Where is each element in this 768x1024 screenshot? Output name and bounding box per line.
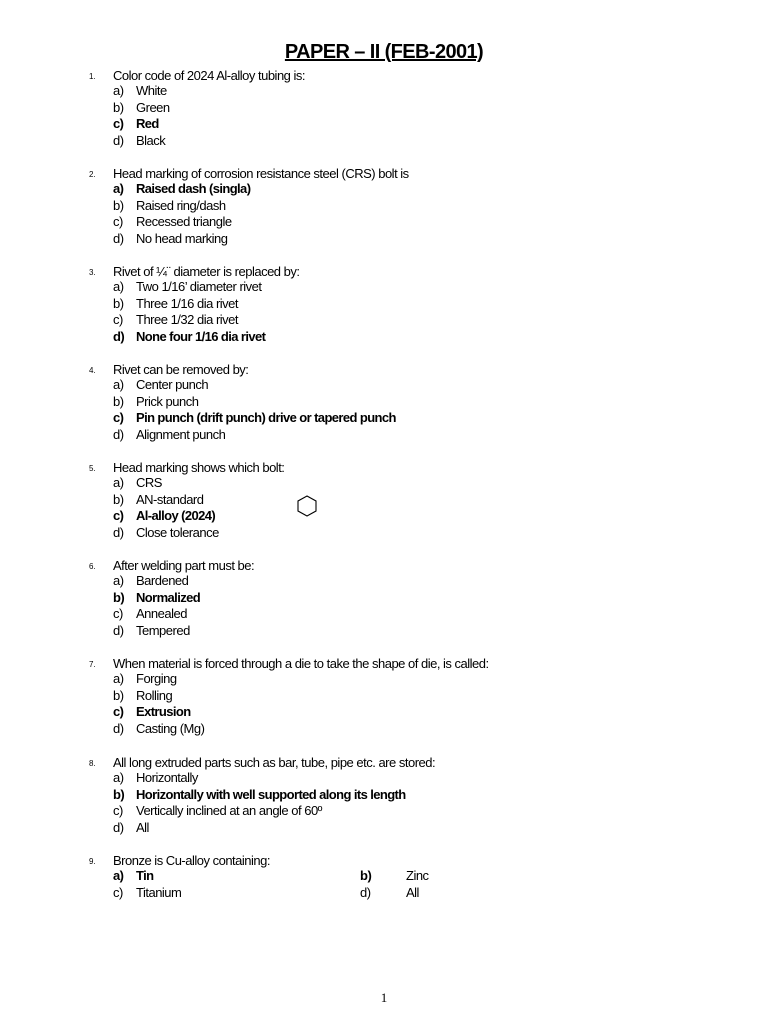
option-letter: a) — [113, 671, 124, 686]
option-letter: a) — [113, 868, 124, 883]
option-letter: a) — [113, 83, 124, 98]
option-text: Red — [136, 116, 159, 131]
question-number: 2. — [89, 170, 96, 179]
option-text: Three 1/16 dia rivet — [136, 295, 239, 311]
option-text: Horizontally with well supported along its length — [136, 786, 406, 802]
option-text: Recessed triangle — [136, 214, 232, 229]
option-letter: c) — [113, 116, 124, 131]
question-text: After welding part must be: — [113, 558, 255, 573]
question-text: Head marking of corrosion resistance steel (CRS) bolt is — [113, 166, 409, 181]
option-letter: c) — [113, 803, 123, 818]
option-text: No head marking — [136, 230, 228, 246]
option-text: Rolling — [136, 687, 173, 703]
option-text: Three 1/32 dia rivet — [136, 312, 239, 327]
option-text: CRS — [136, 475, 162, 490]
question-number: 1. — [89, 72, 96, 81]
option-text: Two 1/16’ diameter rivet — [136, 279, 262, 294]
option-text: Horizontally — [136, 770, 198, 785]
page-title: PAPER – II (FEB-2001) — [284, 41, 484, 63]
option-letter: d) — [113, 328, 125, 344]
option-letter: d) — [113, 426, 124, 442]
question-text: When material is forced through a die to take the shape of die, is called: — [113, 656, 489, 671]
option-text: All — [136, 819, 149, 835]
question-number: 7. — [89, 660, 96, 669]
option-text: Bardened — [136, 573, 189, 588]
option-text: Zinc — [406, 868, 429, 883]
option-letter: d) — [113, 622, 124, 638]
option-text: Normalized — [136, 589, 201, 605]
option-letter: b) — [113, 295, 124, 311]
option-text: Vertically inclined at an angle of 60º — [136, 803, 322, 818]
option-text: Raised dash (singla) — [136, 181, 251, 196]
option-text: Pin punch (drift punch) drive or tapered punch — [136, 410, 396, 425]
option-letter: c) — [113, 312, 123, 327]
question-text: Bronze is Cu-alloy containing: — [113, 853, 270, 868]
option-letter: b) — [113, 589, 125, 605]
question-number: 6. — [89, 562, 96, 571]
option-text: Green — [136, 99, 170, 115]
option-letter: a) — [113, 181, 124, 196]
option-letter: a) — [113, 279, 124, 294]
option-text: Tin — [136, 868, 154, 883]
option-text: Close tolerance — [136, 524, 219, 540]
option-text: Casting (Mg) — [136, 720, 205, 736]
option-letter: b) — [113, 393, 124, 409]
option-letter: b) — [360, 868, 372, 883]
option-letter: d) — [113, 230, 124, 246]
option-text: Alignment punch — [136, 426, 226, 442]
option-text: Tempered — [136, 622, 190, 638]
option-text: AN-standard — [136, 491, 204, 507]
question-number: 9. — [89, 857, 96, 866]
option-letter: a) — [113, 770, 124, 785]
option-text: Raised ring/dash — [136, 197, 226, 213]
question-text: Rivet of ¼¨ diameter is replaced by: — [113, 264, 300, 279]
option-letter: b) — [113, 491, 124, 507]
question-text: All long extruded parts such as bar, tube, pipe etc. are stored: — [113, 755, 436, 770]
option-text: White — [136, 83, 167, 98]
question-text: Head marking shows which bolt: — [113, 460, 285, 475]
option-text: Black — [136, 132, 166, 148]
option-letter: d) — [113, 524, 124, 540]
option-letter: c) — [113, 214, 123, 229]
option-letter: a) — [113, 475, 124, 490]
option-text: All — [406, 884, 419, 900]
option-letter: c) — [113, 410, 124, 425]
option-letter: c) — [113, 606, 123, 621]
option-letter: b) — [113, 99, 124, 115]
option-text: None four 1/16 dia rivet — [136, 328, 266, 344]
page-number: 1 — [380, 990, 388, 1005]
option-letter: b) — [113, 197, 124, 213]
option-letter: a) — [113, 573, 124, 588]
option-letter: d) — [113, 132, 124, 148]
option-text: Al-alloy (2024) — [136, 508, 216, 523]
question-number: 8. — [89, 759, 96, 768]
option-letter: d) — [360, 884, 371, 900]
question-number: 3. — [89, 268, 96, 277]
question-number: 4. — [89, 366, 96, 375]
option-text: Prick punch — [136, 393, 199, 409]
option-letter: c) — [113, 704, 124, 719]
option-text: Forging — [136, 671, 177, 686]
option-letter: a) — [113, 377, 124, 392]
option-letter: c) — [113, 884, 123, 900]
option-letter: b) — [113, 786, 125, 802]
option-letter: d) — [113, 819, 124, 835]
option-letter: b) — [113, 687, 124, 703]
question-number: 5. — [89, 464, 96, 473]
question-text: Rivet can be removed by: — [113, 362, 249, 377]
option-text: Center punch — [136, 377, 209, 392]
option-letter: c) — [113, 508, 124, 523]
question-text: Color code of 2024 Al-alloy tubing is: — [113, 68, 306, 83]
option-text: Titanium — [136, 884, 182, 900]
option-letter: d) — [113, 720, 124, 736]
option-text: Extrusion — [136, 704, 191, 719]
hexagon-icon — [295, 494, 319, 518]
option-text: Annealed — [136, 606, 187, 621]
